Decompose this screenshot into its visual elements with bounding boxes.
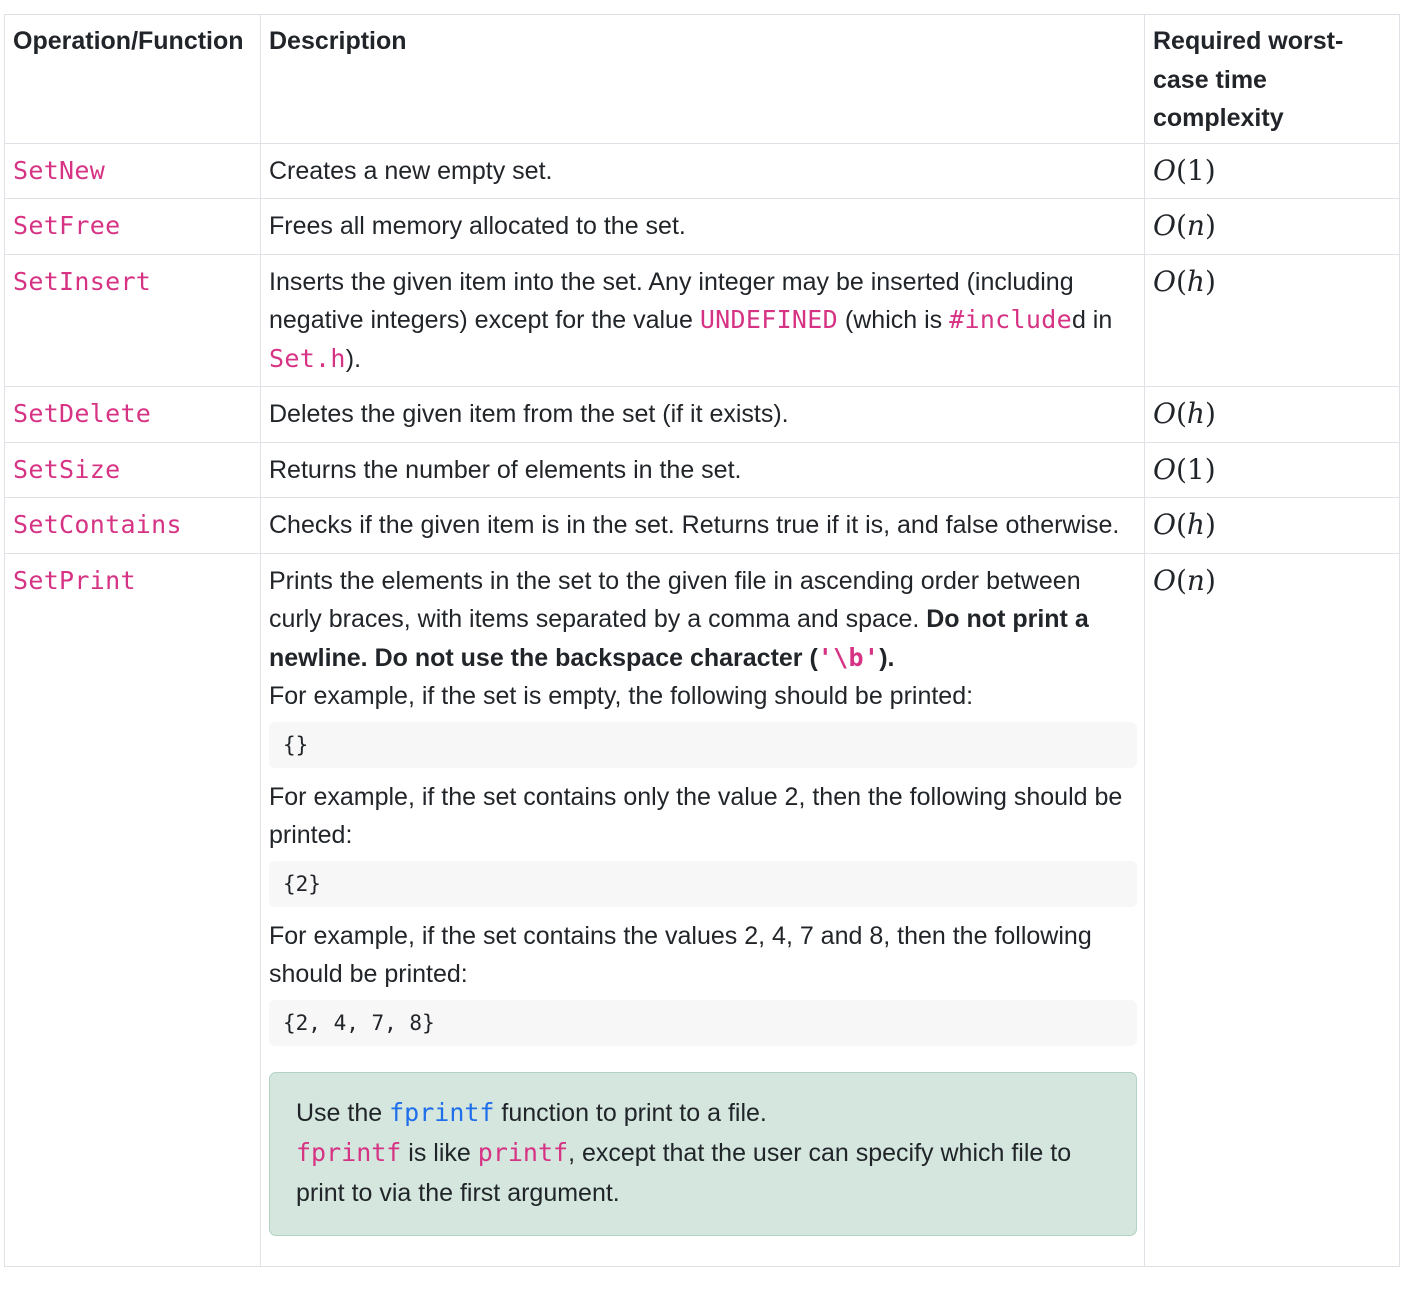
complexity: O(h) [1145,387,1400,443]
undefined-code: UNDEFINED [699,305,838,334]
complexity: O(1) [1145,143,1400,199]
include-code: #include [949,305,1072,334]
code-block: {2} [269,861,1137,907]
function-name: SetDelete [5,387,261,443]
example-text: For example, if the set is empty, the following should be printed: [269,682,974,710]
function-description: Checks if the given item is in the set. Returns true if it is, and false otherwise. [261,498,1145,554]
function-name: SetContains [5,498,261,554]
fprintf-link[interactable]: fprintf [389,1097,495,1127]
header-description: Description [261,15,1145,144]
table-row [5,387,1400,443]
table-row [5,199,1400,255]
operations-table [4,14,1400,1267]
set-h-code: Set.h [269,343,346,373]
table-row [5,498,1400,554]
header-complexity: Required worst-case time complexity [1145,15,1400,144]
example-text: For example, if the set contains only the value 2, then the following should be printed: [269,782,1123,849]
table-row [5,254,1400,387]
function-name: SetNew [5,143,261,199]
header-operation: Operation/Function [5,15,261,144]
complexity: O(n) [1145,199,1400,255]
table-header-row [5,15,1400,144]
function-description: Prints the elements in the set to the given file in ascending order between curly braces, with items separated by a comma and space. Do not print a newline. Do not use the backspace character ('\b'). For example, if the set is empty, the following should be printed: {} For example, if the set contains only the value 2, then the following should be printed: {2} For example, if the set contains the values 2, 4, 7 and 8, then the following should be printed: {2, 4, 7, 8} Use the fprintf function to print to a file. fprintf is like printf, except that the user can specify which file to print to via the first argument. [261,553,1145,1266]
function-name: SetFree [5,199,261,255]
complexity: O(1) [1145,442,1400,498]
code-block: {} [269,722,1137,768]
function-description: Frees all memory allocated to the set. [261,199,1145,255]
complexity: O(h) [1145,254,1400,387]
code-block: {2, 4, 7, 8} [269,1000,1137,1046]
function-description: Creates a new empty set. [261,143,1145,199]
example-text: For example, if the set contains the values 2, 4, 7 and 8, then the following should be printed: [269,921,1092,988]
table-row [5,143,1400,199]
function-description: Inserts the given item into the set. Any integer may be inserted (including negative integers) except for the value UNDEFINED (which is #included in Set.h). [261,254,1145,387]
tip-callout: Use the fprintf function to print to a file. fprintf is like printf, except that the user can specify which file to print to via the first argument. [269,1072,1137,1236]
complexity: O(n) [1145,553,1400,1266]
function-name: SetPrint [5,553,261,1266]
backspace-code: '\b' [817,642,880,672]
function-description: Returns the number of elements in the set. [261,442,1145,498]
table-row [5,553,1400,1266]
function-description: Deletes the given item from the set (if it exists). [261,387,1145,443]
function-name: SetSize [5,442,261,498]
function-name: SetInsert [5,254,261,387]
complexity: O(h) [1145,498,1400,554]
table-row [5,442,1400,498]
